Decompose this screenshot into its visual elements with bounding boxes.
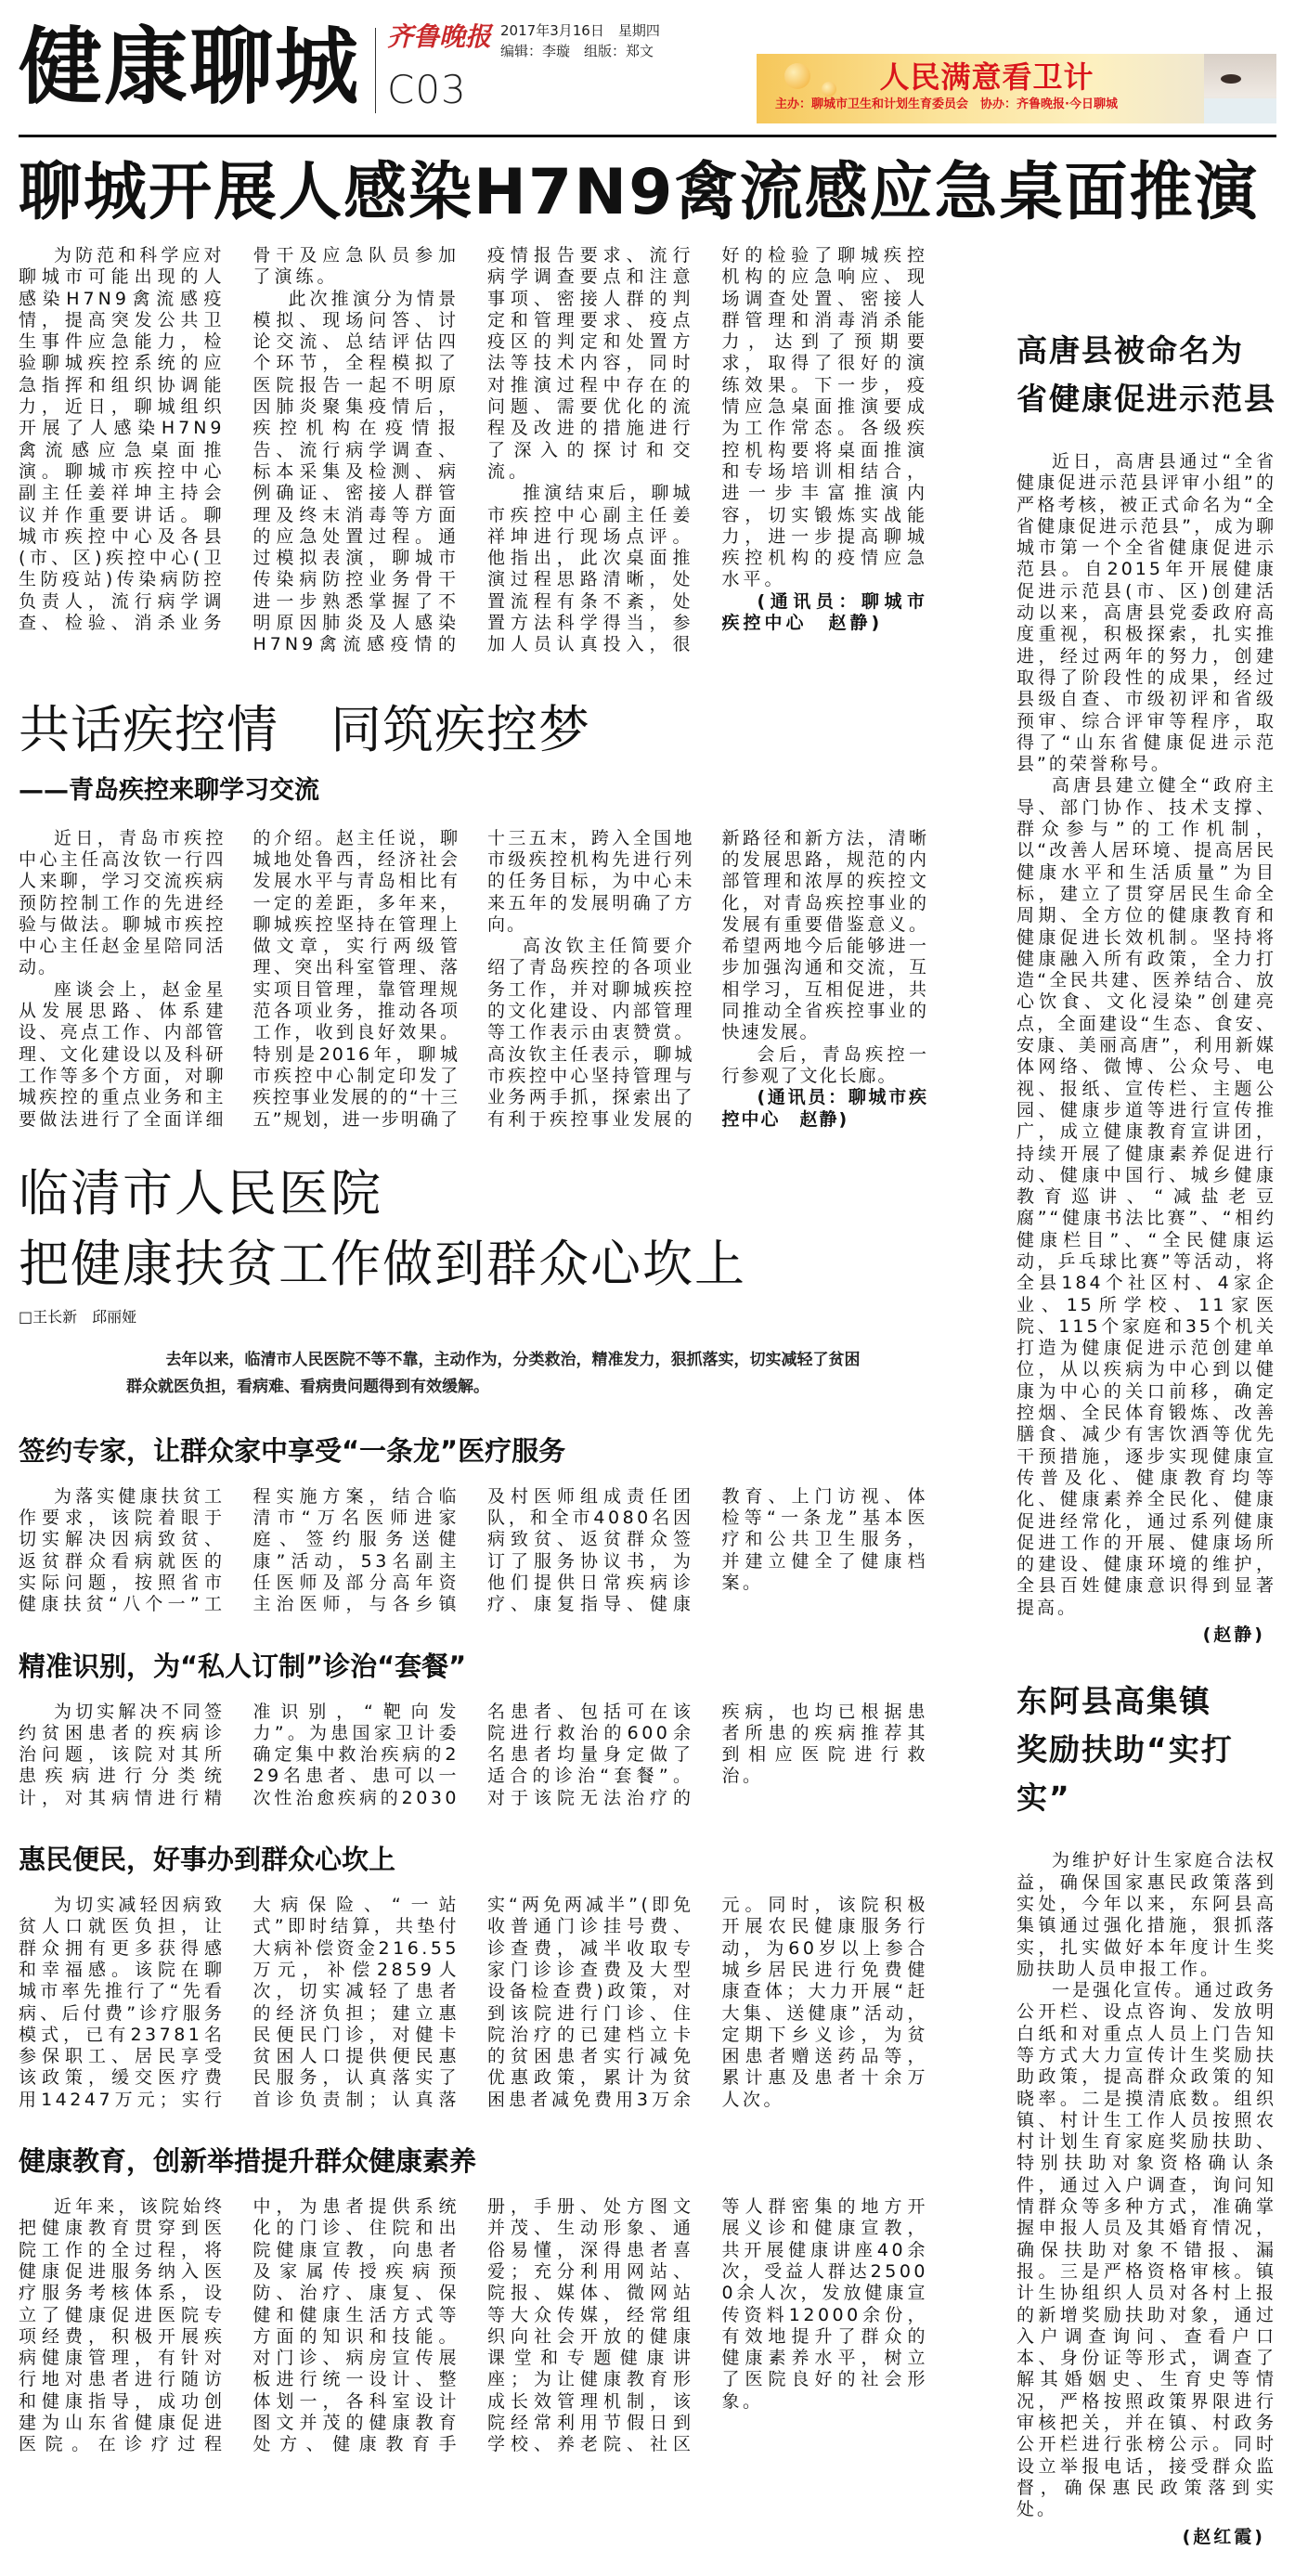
article1-headline: 聊城开展人感染H7N9禽流感应急桌面推演 — [19, 156, 1260, 229]
paragraph: 推演结束后，聊城市疾控中心副主任姜祥坤进行现场点评。他指出，此次桌面推演过程思路清晰，处置流程有条不紊，处置方法科学得当，参加人员认真投入，很好的检验了聊城疾控机构的应急响应、现场调查处置、密接人群管理和消毒消杀能力，达到了预期要求，取得了很好的演练效果。下一步，疫情应急桌面推演要成为工作常态。各级疾控机构要将桌面推演和专场培训相结合，进一步丰富推演内容，切实锻炼实战能力，进一步提高聊城疾控机构的疫情应急水平。 — [487, 245, 928, 655]
banner-title: 人民满意看卫计 — [879, 59, 1094, 95]
paragraph: 高汝钦主任简要介绍了青岛疾控的各项业务工作，并对聊城疾控的文化建设、内部管理等工作表示由衷赞赏。高汝钦主任表示，聊城市疾控中心坚持管理与业务两手抓，探索出了有利于疾控事业发展的新路径和新方法，清晰的发展思路，规范的内部管理和浓厚的疾控文化，对青岛疾控事业的发展有重要借鉴意义。希望两地今后能够进一步加强沟通和交流，互相学习，互相促进，共同推动全省疾控事业的快速发展。 — [487, 827, 928, 1130]
article2-headline: 共话疾控情 同筑疾控梦 — [19, 699, 591, 759]
section-subhead: 精准识别，为“私人订制”诊治“套餐” — [19, 1650, 467, 1682]
page-body — [19, 245, 1276, 2548]
article3-byline: □王长新 邱丽娅 — [19, 1307, 137, 1326]
section-subhead: 签约专家，让群众家中享受“一条龙”医疗服务 — [19, 1434, 566, 1467]
sidebar-story2-credit: (赵红霞) — [1182, 2526, 1265, 2547]
article3-headline — [19, 1159, 928, 1300]
headline-line: 临清市人民医院 — [19, 1163, 382, 1223]
banner-subtitle: 主办：聊城市卫生和计划生育委员会 协办：齐鲁晚报·今日聊城 — [775, 97, 1118, 111]
paragraph: 近日，高唐县通过“全省健康促进示范县评审小组”的严格考核，被正式命名为“全省健康促进示范县”，成为聊城市第一个全省健康促进示范县。自2015年开展健康促进示范县(市、区)创建活动以来，高唐县党委政府高度重视，积极探索，扎实推进，经过两年的努力，创建取得了阶段性的成果，经过县级自查、市级初评和省级预审、综合评审等程序，取得了“山东省健康促进示范县”的荣誉称号。 — [1017, 451, 1276, 775]
section-body — [19, 1702, 928, 1809]
headline-line: 东阿县高集镇 — [1017, 1683, 1211, 1720]
article2-credit: (通讯员：聊城市疾控中心 赵静) — [721, 1087, 928, 1130]
sidebar-story2-headline — [1017, 1677, 1276, 1822]
headline-line: 省健康促进示范县 — [1017, 381, 1276, 417]
masthead — [19, 17, 1276, 123]
masthead-divider — [375, 28, 376, 113]
sidebar-story1-headline — [1017, 327, 1276, 423]
section-body — [19, 2196, 928, 2456]
headline-line: 把健康扶贫工作做到群众心坎上 — [19, 1234, 746, 1293]
paragraph: 近年来，该院始终把健康教育贯穿到医院工作的全过程，将健康促进服务纳入医疗服务考核体系，设立了健康促进医院专项经费，积极开展疾病健康管理，有针对行地对患者进行随访和健康指导，成功创建为山东省健康促进医院。在诊疗过程中，为患者提供系统化的门诊、住院和出院健康宣教，向患者及家属传授疾病预防、治疗、康复、保健和健康生活方式等方面的知识和技能。对门诊、病房宣传展板进行统一设计、整体划一，各科室设计图文并茂的健康教育处方、健康教育手册，手册、处方图文并茂、生动形象、通俗易懂，深得患者喜爱；充分利用网站、院报、媒体、微网站等大众传媒，经常组织向社会开放的健康课堂和专题健康讲座；为让健康教育形成长效管理机制，该院经常利用节假日到学校、养老院、社区等人群密集的地方开展义诊和健康宣教，共开展健康讲座40余次，受益人群达25000余人次，发放健康宣传资料12000余份，有效地提升了群众的健康素养水平，树立了医院良好的社会形象。 — [19, 2196, 928, 2455]
paragraph: 为落实健康扶贫工作要求，该院着眼于切实解决因病致贫、返贫群众看病就医的实际问题，按照省市健康扶贫“八个一”工程实施方案，结合临清市“万名医师进家庭、签约服务送健康”活动，53名副主任医师及部分高年资主治医师，与各乡镇及村医师组成责任团队，和全市4080名因病致贫、返贫群众签订了服务协议书，为他们提供日常疾病诊疗、康复指导、健康教育、上门访视、体检等“一条龙”基本医疗和公共卫生服务，并建立健全了健康档案。 — [19, 1485, 928, 1615]
masthead-info — [387, 17, 684, 112]
paragraph: 一是强化宣传。通过政务公开栏、设点咨询、发放明白纸和对重点人员上门告知等方式大力宣传计生奖励扶助政策，提高群众政策的知晓率。二是摸清底数。组织镇、村计生工作人员按照农村计划生育家庭奖励扶助、特别扶助对象资格确认条件，通过入户调查，询问知情群众等多种方式，准确掌握申报人员及其婚育情况，确保扶助对象不错报、漏报。三是严格资格审核。镇计生协组织人员对各村上报的新增奖励扶助对象，通过入户调查询问、查看户口本、身份证等形式，调查了解其婚姻史、生育史等情况，严格按照政策界限进行审核把关，并在镇、村政务公开栏进行张榜公示。同时设立举报电话，接受群众监督，确保惠民政策落到实处。 — [1017, 1980, 1277, 2520]
article2-body — [19, 828, 928, 1131]
paragraph: 高唐县建立健全“政府主导、部门协作、技术支撑、群众参与”的工作机制，以“改善人居环境、提高居民健康水平和生活质量”为目标，建立了贯穿居民生命全周期、全方位的健康教育和健康促进长效机制。坚持将健康融入所有政策，全力打造“全民共建、医养结合、放心饮食、文化浸染”创建亮点，全面建设“生态、食安、安康、美丽高唐”，利用新媒体网络、微博、公众号、电视、报纸、宣传栏、主题公园、健康步道等进行宣传推广，成立健康教育宣讲团，持续开展了健康素养促进行动、健康中国行、城乡健康教育巡讲、“减盐老豆腐”“健康书法比赛”、“相约健康栏目”、“全民健康运动，乒乓球比赛”等活动，将全县184个社区村、4家企业、15所学校、11家医院、115个家庭和35个机关打造为健康促进示范创建单位，从以疾病为中心到以健康为中心的关口前移，确定控烟、全民体育锻炼、改善膳食、减少有害饮酒等优先干预措施，逐步实现健康宣传普及化、健康教育均等化、健康素养全民化、健康促进经常化，通过系列健康促进工作的开展、健康场所的建设、健康环境的维护，全县百姓健康意识得到显著提高。 — [1017, 775, 1276, 1618]
paragraph: 为切实解决不同签约贫困患者的疾病诊治问题，该院对其所患疾病进行分类统计，对其病情进行精准识别，“靶向发力”。为患国家卫计委确定集中救治疾病的229名患者、患可以一次性治愈疾病的2030名患者、包括可在该院进行救治的600余名患者均量身定做了适合的诊治“套餐”。对于该院无法治疗的疾病，也均已根据患者所患的疾病推荐其到相应医院进行救治。 — [19, 1701, 928, 1808]
paragraph: 近日，青岛市疾控中心主任高汝钦一行四人来聊，学习交流疾病预防控制工作的先进经验与做法。聊城市疾控中心主任赵金星陪同活动。 — [19, 827, 226, 978]
sidebar-story1-body — [1017, 451, 1276, 1646]
issue-meta — [500, 17, 660, 61]
section-body — [19, 1895, 928, 2111]
paragraph: 会后，青岛疾控一行参观了文化长廊。 — [721, 1043, 928, 1086]
section-subhead: 健康教育，创新举措提升群众健康素养 — [19, 2145, 477, 2178]
main-column — [19, 245, 928, 2456]
article3-lead: 去年以来，临清市人民医院不等不靠，主动作为，分类救治，精准发力，狠抓落实，切实减轻了贫困群众就医负担，看病难、看病贵问题得到有效缓解。 — [126, 1350, 861, 1396]
article1-credit: (通讯员：聊城市疾控中心 赵静) — [721, 590, 928, 634]
paragraph: 此次推演分为情景模拟、现场问答、讨论交流、总结评估四个环节，全程模拟了医院报告一起不明原因肺炎聚集疫情后，疾控机构在疫情报告、流行病学调查、标本采集及检测、病例确证、密接人群管理及终末消毒等方面的应急处置过程。通过模拟表演，聊城市传染病防控业务骨干进一步熟悉掌握了不明原因肺炎及人感染H7N9禽流感疫情的疫情报告要求、流行病学调查要点和注意事项、密接人群的判定和管理要求、疫点疫区的判定和处置方法等技术内容，同时对推演过程中存在的问题、需要优化的流程及改进的措施进行了深入的探讨和交流。 — [253, 245, 694, 655]
sponsor-banner — [757, 54, 1276, 123]
page-number: C03 — [387, 67, 467, 112]
masthead-rule — [19, 135, 1276, 137]
headline-line: 奖励扶助“实打实” — [1017, 1731, 1234, 1817]
sidebar-story2-body — [1017, 1850, 1276, 2548]
section-title: 健康聊城 — [19, 19, 360, 116]
section-body — [19, 1486, 928, 1616]
issue-date: 2017年3月16日 星期四 — [500, 22, 660, 39]
headline-line: 高唐县被命名为 — [1017, 332, 1244, 369]
newspaper-logo: 齐鲁晚报 — [387, 21, 492, 52]
article1-body — [19, 245, 928, 656]
article2-subtitle: ——青岛疾控来聊学习交流 — [19, 775, 319, 805]
paragraph: 座谈会上，赵金星从发展思路、体系建设、亮点工作、内部管理、文化建设以及科研工作等多个方面，对聊城疾控的重点业务和主要做法进行了全面详细的介绍。赵主任说，聊城地处鲁西，经济社会发展水平与青岛相比有一定的差距，多年来，聊城疾控坚持在管理上做文章，实行两级管理、突出科室管理、落实项目管理，靠管理规范各项业务，推动各项工作，收到良好效果。特别是2016年，聊城市疾控中心制定印发了疾控事业发展的的“十三五”规划，进一步明确了十三五末，跨入全国地市级疾控机构先进行列的任务目标，为中心未来五年的发展明确了方向。 — [19, 827, 694, 1130]
sidebar-story1-credit: (赵静) — [1202, 1625, 1265, 1646]
editor-credits: 编辑：李璇 组版：郑文 — [500, 43, 654, 59]
sidebar — [1017, 245, 1276, 2548]
section-subhead: 惠民便民，好事办到群众心坎上 — [19, 1844, 396, 1876]
doctor-photo — [1204, 54, 1276, 123]
paragraph: 为切实减轻因病致贫人口就医负担，让群众拥有更多获得感和幸福感。该院在聊城市率先推行了“先看病、后付费”诊疗服务模式，已有23781名参保职工、居民享受该政策，缓交医疗费用14247万元；实行大病保险、“一站式”即时结算，共垫付大病补偿资金216.55万元，补偿2859人次，切实减轻了患者的经济负担；建立惠民便民门诊，对健卡贫困人口提供便民惠民服务，认真落实了首诊负责制；认真落实“两免两减半”(即免收普通门诊挂号费、诊查费，减半收取专家门诊诊查费及大型设备检查费)政策，对到该院进行门诊、住院治疗的已建档立卡的贫困患者实行减免优惠政策，累计为贫困患者减免费用3万余元。同时，该院积极开展农民健康服务行动，为60岁以上参合城乡居民进行免费健康查体；大力开展“赶大集、送健康”活动，定期下乡义诊，为贫困患者赠送药品等，累计惠及患者十余万人次。 — [19, 1895, 928, 2110]
paragraph: 为维护好计生家庭合法权益，确保国家惠民政策落到实处，今年以来，东阿县高集镇通过强化措施，狠抓落实，扎实做好本年度计生奖励扶助人员申报工作。 — [1017, 1850, 1277, 1979]
paragraph: 为防范和科学应对聊城市可能出现的人感染H7N9禽流感疫情，提高突发公共卫生事件应急能力，检验聊城疾控系统的应急指挥和组织协调能力，近日，聊城组织开展了人感染H7N9禽流感应急桌面推演。聊城市疾控中心副主任姜祥坤主持会议并作重要讲话。聊城市疾控中心及各县(市、区)疾控中心(卫生防疫站)传染病防控负责人，流行病学调查、检验、消杀业务骨干及应急队员参加了演练。 — [19, 245, 460, 634]
